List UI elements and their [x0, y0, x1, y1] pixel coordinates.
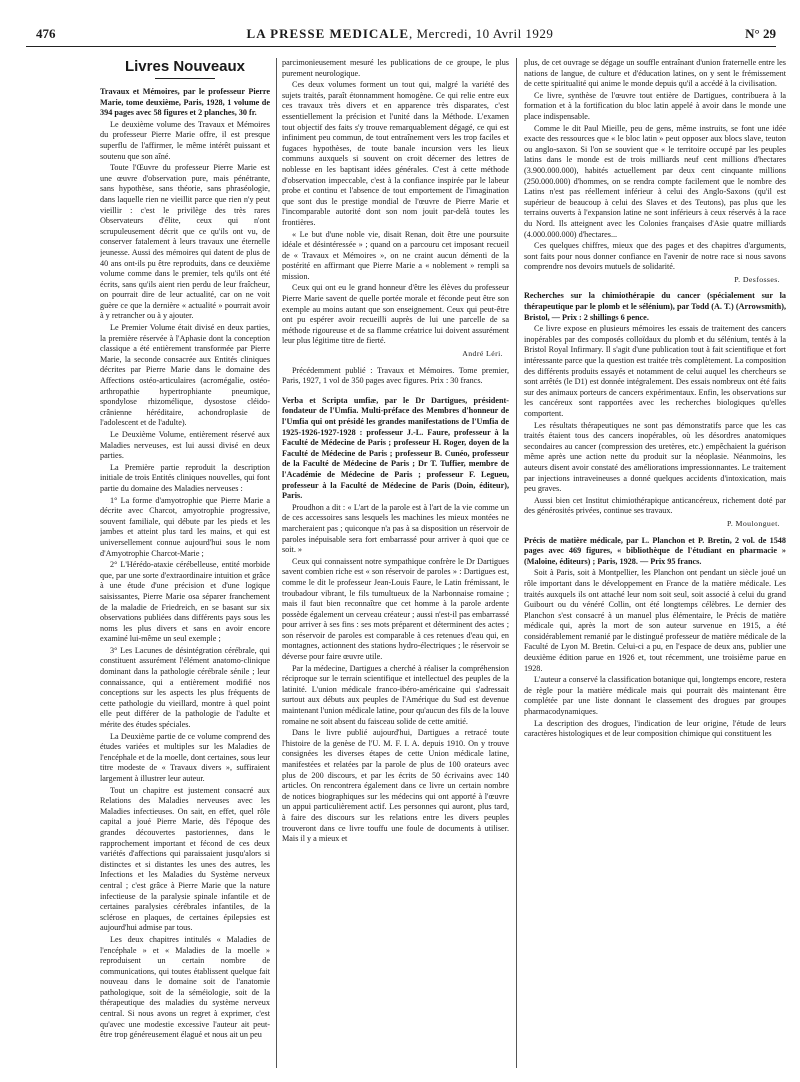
column-3: [524, 58, 786, 1070]
paragraph: Toute l'Œuvre du professeur Pierre Marie est une œuvre d'observation pure, mais pénétrante, sans hypothèse, sans théorie, sans phraséologie, dans laquelle rien ne vieillit parce que rien n'y peut vieillir : c'est le privilège des très rares Observateurs d'élite, ceux qui n'ont scrupuleusement décrit que ce qu'ils ont vu, de conserver fatalement à leurs travaux une éternelle jeunesse. Aussi des mémoires qui datent de plus de 40 ans ont-ils pu être reproduits, dans ce deuxième volume comme dans le premier, tels qu'ils ont été écrits, sans qu'ils aient rien perdu de leur fraîcheur, on pourrait dire de leur actualité, car on ne voit guère ce que la dernière « actualité » pourrait avoir à y retrancher ou à y ajouter.: [100, 163, 270, 321]
paragraph: Le deuxième volume des Travaux et Mémoires du professeur Pierre Marie offre, il est presque superflu de l'affirmer, le même intérêt puissant et soutenu que son aîné.: [100, 119, 270, 161]
paragraph: Le Deuxième Volume, entièrement réservé aux Maladies nerveuses, est lui aussi divisé en deux parties.: [100, 430, 270, 461]
paragraph: Ces quelques chiffres, mieux que des pages et des chapitres d'arguments, sont faits pour nous donner confiance en l'avenir de notre race si nous savons comprendre nos devoirs mutuels de solidarité.: [524, 241, 786, 272]
paragraph: L'auteur a conservé la classification botanique qui, longtemps encore, restera de règle pour la matière médicale mais qui pourrait dès maintenant être complétée par une liste donnant le classement des drogues par groupes pharmacodynamiques.: [524, 675, 786, 717]
page-number: 476: [36, 26, 56, 41]
signature: P. Moulonguet.: [726, 518, 780, 528]
paragraph: La Deuxième partie de ce volume comprend des études variées et multiples sur les Maladies de l'encéphale et de la moelle, dont certaines, sous leur titre modeste de « Travaux divers », suffiraient largement à illustrer leur auteur.: [100, 731, 270, 783]
column-1: [100, 58, 270, 1070]
paragraph: Proudhon a dit : « L'art de la parole est à l'art de la vie comme un de ces accessoires sans lesquels les machines les mieux montées ne marcheraient pas ; quiconque n'a pas à sa disposition un réservoir de paroles inépuisable sera fort embarrassé pour arriver à quoi que ce soit. »: [282, 502, 509, 555]
paragraph: Aussi bien cet Institut chimiothérapique anticancéreux, richement doté par des générosités privées, continue ses travaux.: [524, 495, 786, 516]
paragraph: parcimonieusement mesuré les publications de ce groupe, le plus purement neurologique.: [282, 58, 509, 78]
issue-date: , Mercredi, 10 Avril 1929: [409, 26, 554, 41]
paragraph: Ce livre expose en plusieurs mémoires les essais de traitement des cancers inopérables par des composés colloïdaux du plomb et du sélénium, tentés à la Bristol Royal Infirmary. Il s'agit d'une publication tout à fait scientifique et fort intéressante parce que la question est traitée très complètement. La composition des différents produits essayés et notamment de celui auquel les chercheurs se sont arrêtés (le D1) est donnée intégralement. Des essais nombreux ont été faits sur des animaux porteurs de cancers expérimentaux. Enfin, les observations sur les cancéreux sont rapportées avec les recherches biologiques qu'elles comportent.: [524, 324, 786, 418]
column-divider: [276, 58, 277, 1068]
paragraph: 2° L'Hérédo-ataxie cérébelleuse, entité morbide que, par une sorte d'extraordinaire intuition et grâce à une étude d'une précision et d'une logique saisissantes, Pierre Marie osa séparer franchement de la maladie de Friedreich, en se basant sur six observations publiées dans différents pays sous les noms les plus divers et sans en avoir encore examiné lui-même un seul exemple ;: [100, 560, 270, 644]
paragraph: Soit à Paris, soit à Montpellier, les Planchon ont pendant un siècle joué un rôle important dans le développement en France de la matière médicale. Les traités auxquels ils ont attaché leur nom soit seul, soit associé à celui du grand Guibourt ou du vénéré Collin, ont été longtemps célèbres. Le dernier des Planchon s'est consacré à un manuel plus élémentaire, le Précis de matière médicale qui, après la mort de son auteur survenue en 1915, a été considérablement remanié par le distingué professeur de matière médicale de la Faculté de Lyon M. Bretin. Celui-ci a pu, en l'espace de deux ans, publier une deuxième édition parue en 1926 et, tout récemment, une troisième parue en 1928.: [524, 568, 786, 673]
journal-title: LA PRESSE MEDICALE: [246, 26, 410, 41]
journal-title-line: [22, 26, 778, 42]
paragraph: Le Premier Volume était divisé en deux parties, la première réservée à l'Aphasie dont la conception classique a été entièrement transformée par Pierre Marie, la seconde consacrée aux Entités cliniques décrites par Pierre Marie dans le domaine des Affections ostéo-articulaires (acromégalie, ostéo-arthropathie hypertrophiante pneumique, spondylose rhizomélique, dysostose cléido-crânienne héréditaire, achondroplasie de l'adolescent et de l'adulte).: [100, 323, 270, 428]
paragraph: La Première partie reproduit la description initiale de trois Entités cliniques nouvelles, qui font partie du domaine des Maladies nerveuses :: [100, 462, 270, 493]
review-heading: Travaux et Mémoires, par le professeur Pierre Marie, tome deuxième, Paris, 1928, 1 volume de 394 pages avec 58 figures et 2 planches, 30 fr.: [100, 87, 270, 118]
signature: André Léri.: [462, 349, 503, 359]
paragraph: Ces deux volumes forment un tout qui, malgré la variété des sujets traités, paraît étonnamment homogène. Ce qui relie entre eux ces travaux très divers et en apparence très disparates, c'est essentiellement la précision et l'unité dans la Méthode. L'examen tout objectif des faits s'y trouve remarquablement dégagé, ce qui est infiniment peu commun, de tout entraînement vers les trop faciles et fugaces hypothèses, de toute banale incursion vers les lieux communs auxquels si souvent on croit décerner des lettres de noblesse en les baptisant idées générales. C'est à cette méthode d'observation impeccable, c'est à la confiance inspirée par le labeur probe et continu et l'absence de tout emportement de l'imagination que sont dus le prestige mondial de l'œuvre de Pierre Marie et l'incomparable autorité dont son nom jouit par-delà toutes les frontières.: [282, 80, 509, 227]
spacer: [282, 388, 509, 396]
previously-published-note: Précédemment publié : Travaux et Mémoires. Tome premier, Paris, 1927, 1 vol de 350 pages avec figures. Prix : 30 francs.: [282, 365, 509, 386]
page-header: [22, 26, 778, 44]
section-rule: [155, 78, 215, 79]
header-rule: [26, 46, 776, 47]
paragraph: Par la médecine, Dartigues a cherché à réaliser la compréhension réciproque sur le terrain scientifique et intellectuel des peuples de la latinité. L'union médicale franco-ibéro-américaine qui s'adressait surtout aux débuts aux peuples de l'Amérique du Sud est devenue maintenant l'union médicale latine, pour qu'aucun des fils de la louve romaine ne soit absent du faisceau solide de cette amitié.: [282, 663, 509, 726]
paragraph: 1° La forme d'amyotrophie que Pierre Marie a décrite avec Charcot, amyotrophie progressive, souvent familiale, qui débute par les pieds et les jambes et atteint plus tard les mains, et qui est universellement connue aujourd'hui sous le nom d'Amyotrophie Charcot-Marie ;: [100, 495, 270, 558]
review-heading: Précis de matière médicale, par L. Planchon et P. Bretin, 2 vol. de 1548 pages avec 469 figures, « bibliothèque de l'étudiant en pharmacie » (Maloine, éditeurs) ; Paris, 1928. — Prix 95 francs.: [524, 535, 786, 566]
paragraph: Les résultats thérapeutiques ne sont pas démonstratifs parce que les cas traités étaient tous des cancers inopérables, où les désordres anatomiques secondaires au cancer (compression des uretères, etc.) empêchaient la guérison même après une action nette du produit sur la néoplasie. Néanmoins, les auteurs disent avoir constaté des améliorations impressionnantes. Le traitement par injections intraveineuses a donné quelques accidents d'intoxication, mais peu graves.: [524, 420, 786, 494]
paragraph: Dans le livre publié aujourd'hui, Dartigues a retracé toute l'histoire de la genèse de l'U. M. F. I. A. depuis 1910. On y trouve consignées les diverses étapes de cette Union médicale latine, manifestées et relatées par la parole de plus de 100 orateurs avec plus de 200 discours, et par les écrits de 50 écrivains avec 140 articles. On rencontrera également dans ce livre un certain nombre de notices biographiques sur les médecins qui ont apporté à l'œuvre un appui particulièrement actif. Les personnes qui auront, plus tard, à faire des discours sur les relations entre les divers peuples trouveront dans ce livre touffu une foule de documents à utiliser. Mais il y a mieux et: [282, 728, 509, 844]
paragraph: Tout un chapitre est justement consacré aux Relations des Maladies nerveuses avec les Maladies infectieuses. On sait, en effet, quel rôle capital a joué Pierre Marie, dès l'époque des grandes découvertes pastoriennes, dans le rapprochement important et fécond de ces deux variétés d'affections qui paraissaient jusqu'alors si distinctes et si distantes les unes des autres, les Infections et les Maladies du Système nerveux central ; c'est grâce à Pierre Marie que la nature infectieuse de la paralysie spinale infantile et de certaines paralysies cérébrales infantiles, de la sclérose en plaques, de certaines épilepsies est aujourd'hui admise par tous.: [100, 785, 270, 933]
column-divider: [516, 58, 517, 1068]
issue-number: N° 29: [745, 26, 776, 41]
paragraph: Ceux qui ont eu le grand honneur d'être les élèves du professeur Pierre Marie savent de quelle portée morale et féconde peut être son exemple au moins autant que son enseignement. Ceux qui peut-être ont pu espérer avoir recueilli auprès de lui une parcelle de sa méthode rigoureuse et de sa flamme créatrice lui doivent assurément leur plus légitime titre de fierté.: [282, 283, 509, 346]
section-title: Livres Nouveaux: [124, 58, 246, 75]
signature: P. Desfosses.: [734, 274, 780, 284]
paragraph: Comme le dit Paul Mieille, peu de gens, même instruits, se font une idée exacte des ressources que « le bloc latin » peut opposer aux blocs slave, teuton ou anglo-saxon. Si l'on se souvient que « le territoire occupé par les peuples latins dans le monde est de trois milliards neuf cent millions d'hectares (3.900.000.000), habités actuellement par deux cent cinquante millions (250.000.000) d'hommes, on se rendra compte facilement que le nombre des Latins n'est pas réellement inférieur à celui des Anglo-Saxons (qu'il est supérieur de beaucoup à celui des Slaves et des Teutons), pas plus que les terrains ouverts à l'expansion latine ne sont inférieurs à ceux réservés à la race du Nord. Ils atteignent avec les Colonies françaises d'Asie quatre milliards (4.000.000.000) d'hectares...: [524, 123, 786, 239]
paragraph: La description des drogues, l'indication de leur origine, l'étude de leurs caractères histologiques et de leur composition chimique qui constituent les: [524, 718, 786, 739]
paragraph: plus, de cet ouvrage se dégage un souffle entraînant d'union fraternelle entre les nations de langue, de culture et d'éducation latines, on y sent le frémissement de cette spiritualité qui anime le monde depuis qu'il a accédé à la civilisation.: [524, 58, 786, 89]
review-heading: Verba et Scripta umfiæ, par le Dr Dartigues, président-fondateur de l'Umfia. Multi-préface des Membres d'honneur de l'Umfia qui ont présidé les grandes manifestations de l'Umfia de 1925-1926-1927-1928 : professeur J.-L. Faure, professeur à la Faculté de Médecine de Paris ; professeur H. Roger, doyen de la Faculté de Médecine de Paris ; professeur B. Cunéo, professeur de la Faculté de Médecine de Paris ; Dr T. Tuffier, membre de l'Académie de Médecine de Paris ; professeur F. Legueu, professeur à la Faculté de Médecine de Paris (Doin, éditeur), Paris.: [282, 395, 509, 501]
paragraph: « Le but d'une noble vie, disait Renan, doit être une poursuite idéale et désintéressée » ; quand on a parcouru cet imposant recueil de « Travaux et Mémoires », on ne craint aucun démenti de la postérité en affirmant que Pierre Marie a « noblement » rempli sa mission.: [282, 229, 509, 281]
review-heading: Recherches sur la chimiothérapie du cancer (spécialement sur la thérapeutique par le plomb et le sélénium), par Todd (A. T.) (Arrowsmith), Bristol, — Prix : 2 shillings 6 pence.: [524, 291, 786, 322]
column-2: [282, 58, 509, 1070]
paragraph: Ceux qui connaissent notre sympathique confrère le Dr Dartigues savent combien riche est « son réservoir de paroles » : Dartigues est, comme le dit le professeur Jean-Louis Faure, le Latin frémissant, le troubadour vibrant, le fils tumultueux de la Narbonnaise romaine ; mais il faut bien reconnaître que cet homme à la parole ardente possède également un cerveau créateur ; aussi n'est-il pas embarrassé pour arriver à ses fins : ses mots préparent et déterminent des actes ; son réservoir de paroles est comparable à ces retenues d'eau qui, en montagnes, actionnent des stations hydro-électriques ; le réservoir se déverse pour faire œuvre utile.: [282, 556, 509, 662]
paragraph: 3° Les Lacunes de désintégration cérébrale, qui constituent assurément l'élément anatomo-clinique dominant dans la pathologie cérébrale sénile ; leur connaissance, qui a entièrement modifié nos conceptions sur les aspects les plus fréquents de cette pathologie du vieillard, montre à quel point elle peut différer de la pathologie de l'adulte et mérite des études spéciales.: [100, 645, 270, 730]
paragraph: Les deux chapitres intitulés « Maladies de l'encéphale » et « Maladies de la moelle » reproduisent un certain nombre de communications, qui toutes établissent quelque fait nouveau dans le domaine soit de l'anatomie pathologique, soit de la séméiologie, soit de la thérapeutique des maladies du système nerveux central. Si nous avons un regret à exprimer, c'est qu'avec une modestie excessive l'auteur ait peut-être trop généreusement élagué et nous ait un peu: [100, 934, 270, 1040]
paragraph: Ce livre, synthèse de l'œuvre tout entière de Dartigues, contribuera à la formation et à la fortification du bloc latin appelé à avoir dans le monde une place indispensable.: [524, 90, 786, 121]
